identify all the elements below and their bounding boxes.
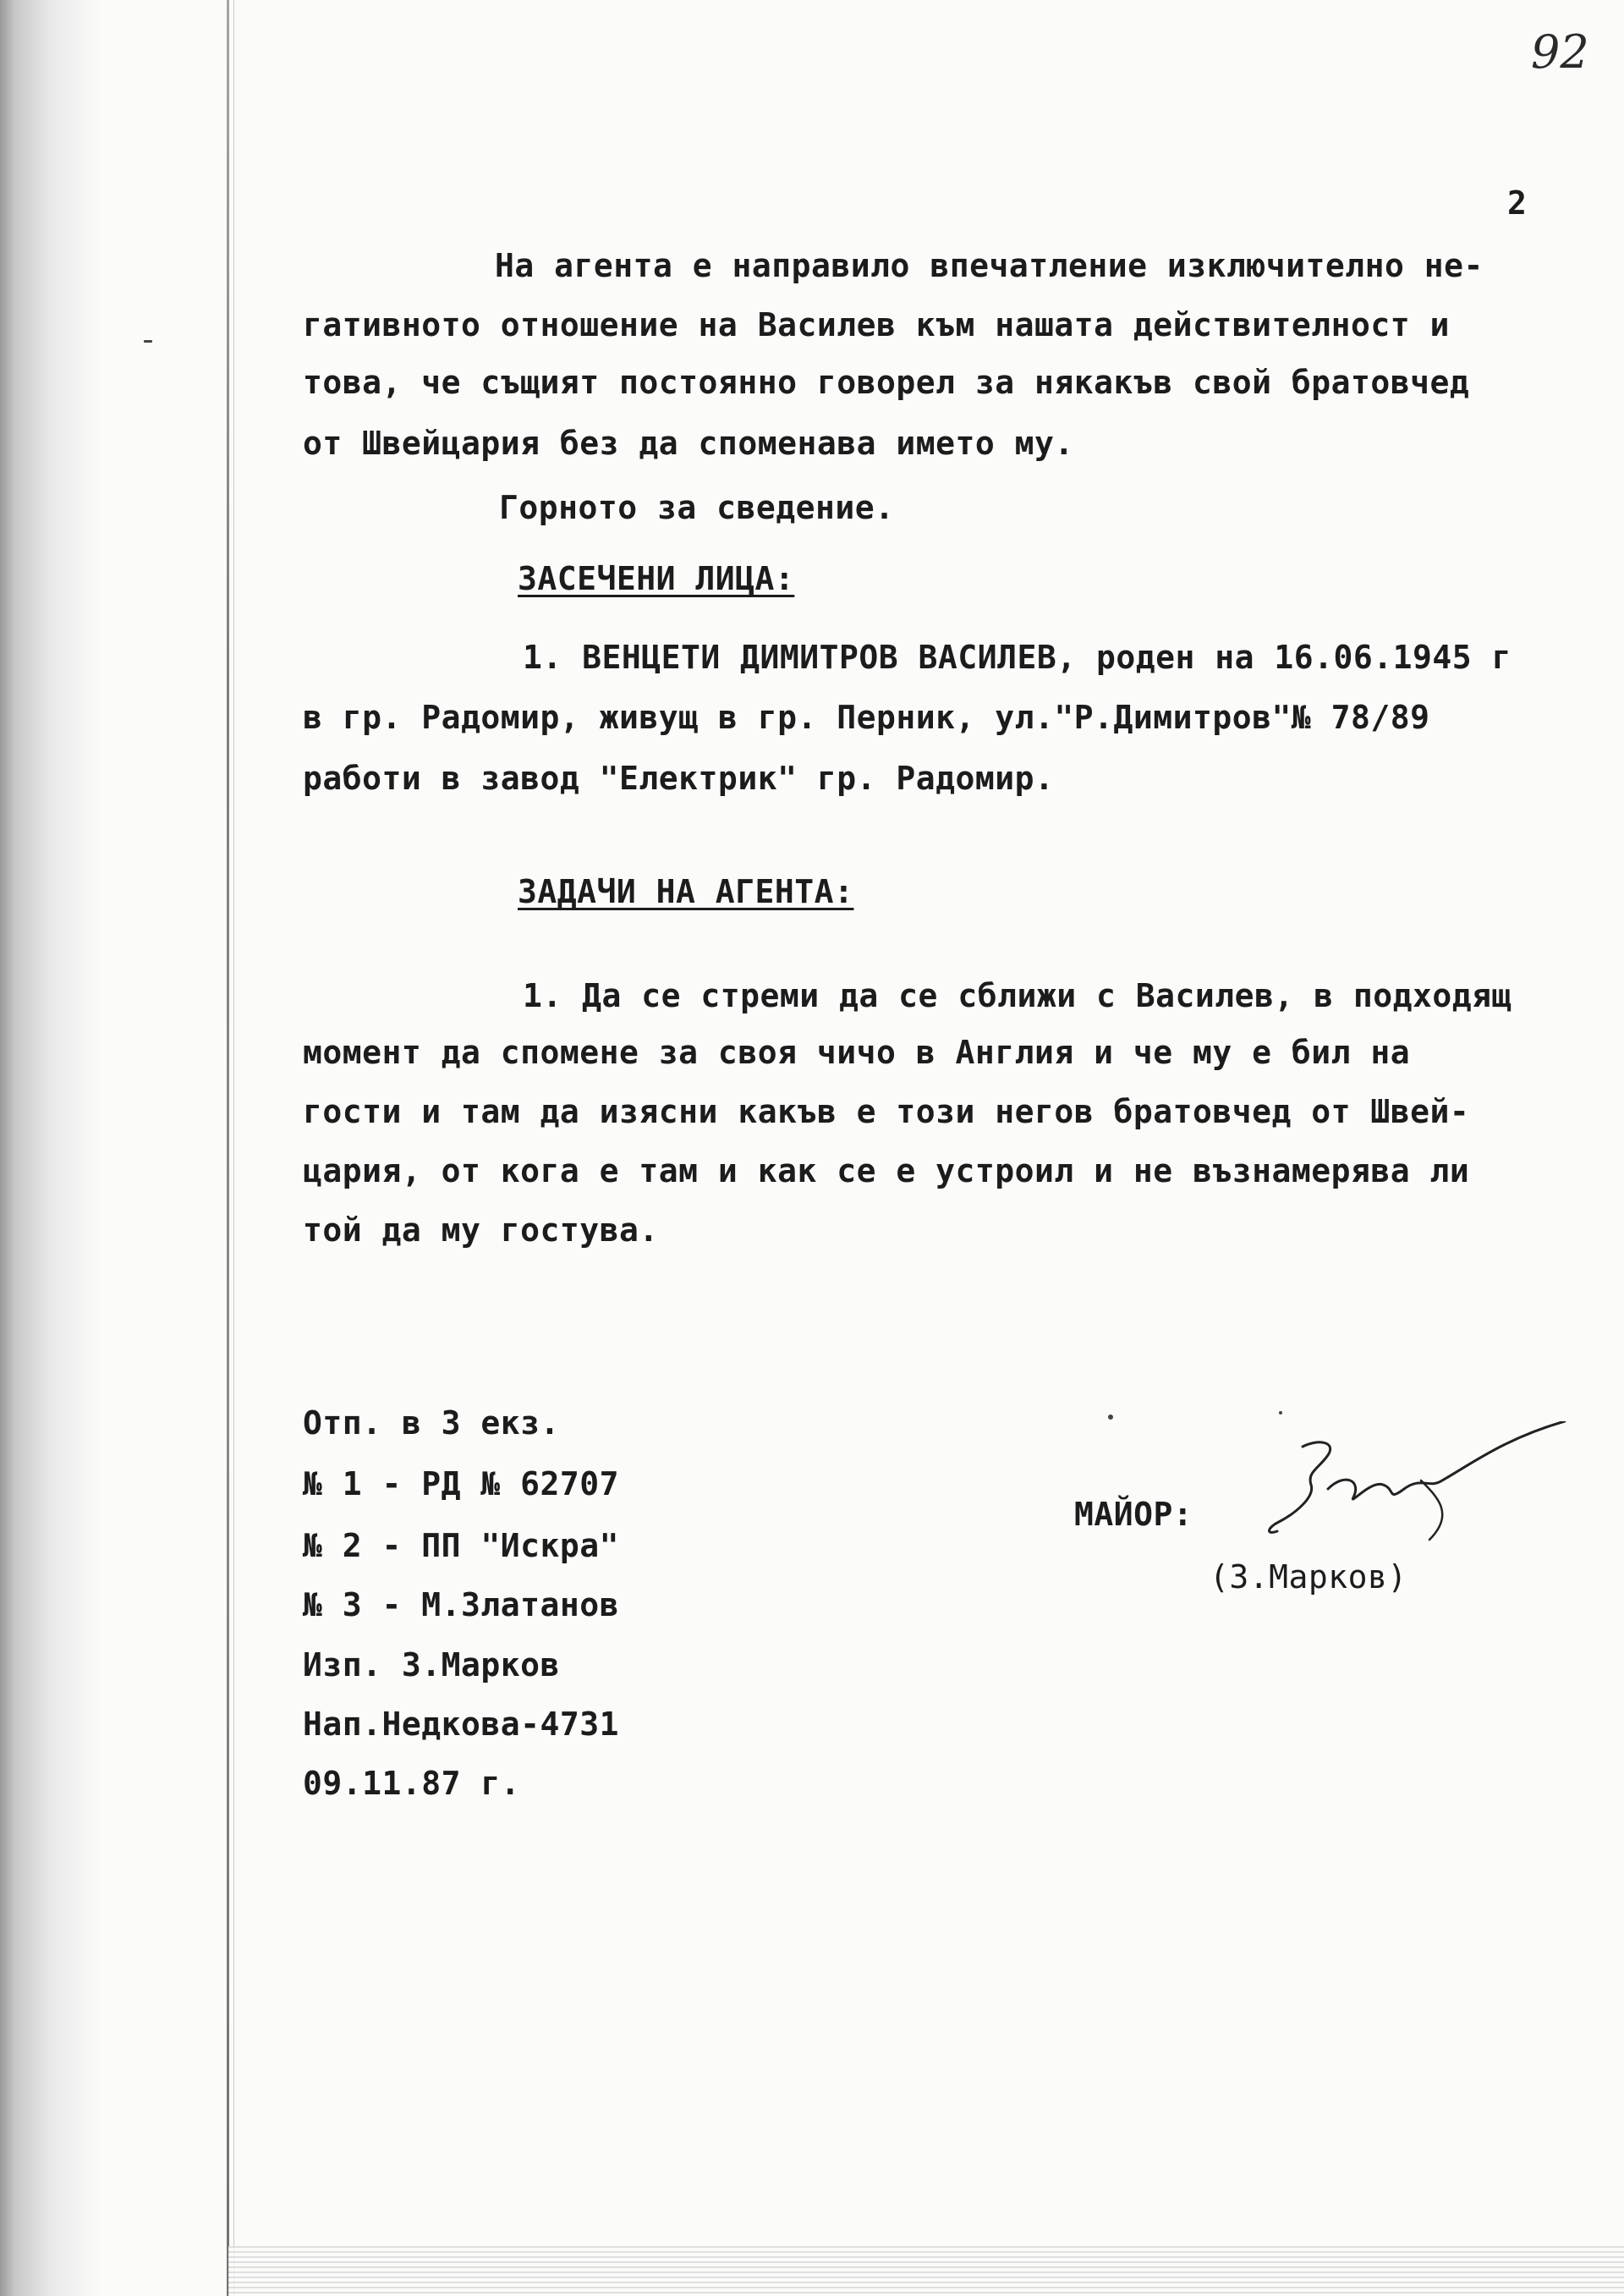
scan-speck (1279, 1411, 1282, 1414)
binding-fold-line (227, 0, 229, 2296)
signatory-name: (З.Марков) (1210, 1558, 1407, 1596)
tasks-line-5: той да му гостува. (303, 1211, 659, 1249)
body-line-4: от Швейцария без да споменава името му. (303, 425, 1074, 462)
tasks-line-2: момент да спомене за своя чичо в Англия и че му е бил на (303, 1034, 1411, 1071)
binding-fold-line-secondary (233, 0, 234, 2296)
scan-bottom-edge (228, 2246, 1624, 2296)
scan-speck (144, 340, 152, 343)
body-line-2: гативното отношение на Василев към нашата действителност и (303, 306, 1450, 343)
tasks-heading: ЗАДАЧИ НА АГЕНТА: (518, 873, 854, 910)
distribution-line-2: № 1 - РД № 62707 (303, 1465, 620, 1502)
body-line-1: На агента е направило впечатление изключително не- (495, 247, 1484, 284)
persons-line-3: работи в завод "Електрик" гр. Радомир. (303, 760, 1055, 797)
distribution-line-1: Отп. в 3 екз. (303, 1404, 560, 1442)
distribution-line-5: Изп. З.Марков (303, 1646, 560, 1684)
persons-line-1: 1. ВЕНЦЕТИ ДИМИТРОВ ВАСИЛЕВ, роден на 16.06.1945 г (523, 639, 1512, 676)
body-line-closing: Горното за сведение. (499, 489, 895, 526)
tasks-line-1: 1. Да се стреми да се сближи с Василев, в подходящ (523, 977, 1512, 1014)
handwritten-signature (1226, 1421, 1582, 1574)
persons-line-2: в гр. Радомир, живущ в гр. Перник, ул."Р.Димитров"№ 78/89 (303, 699, 1430, 736)
signatory-rank: МАЙОР: (1074, 1496, 1193, 1533)
tasks-line-4: цария, от кога е там и как се е устроил и не възнамерява ли (303, 1152, 1470, 1189)
distribution-line-4: № 3 - М.Златанов (303, 1586, 620, 1623)
scan-left-shadow (0, 0, 102, 2296)
distribution-line-6: Нап.Недкова-4731 (303, 1706, 620, 1743)
archive-folio-number: 92 (1531, 25, 1589, 79)
scan-speck (1108, 1414, 1113, 1420)
persons-heading: ЗАСЕЧЕНИ ЛИЦА: (518, 560, 795, 597)
page-number: 2 (1507, 184, 1527, 222)
tasks-line-3: гости и там да изясни какъв е този негов братовчед от Швей- (303, 1093, 1470, 1130)
body-line-3: това, че същият постоянно говорел за някакъв свой братовчед (303, 364, 1470, 401)
distribution-line-3: № 2 - ПП "Искра" (303, 1527, 620, 1564)
distribution-line-7: 09.11.87 г. (303, 1765, 521, 1802)
